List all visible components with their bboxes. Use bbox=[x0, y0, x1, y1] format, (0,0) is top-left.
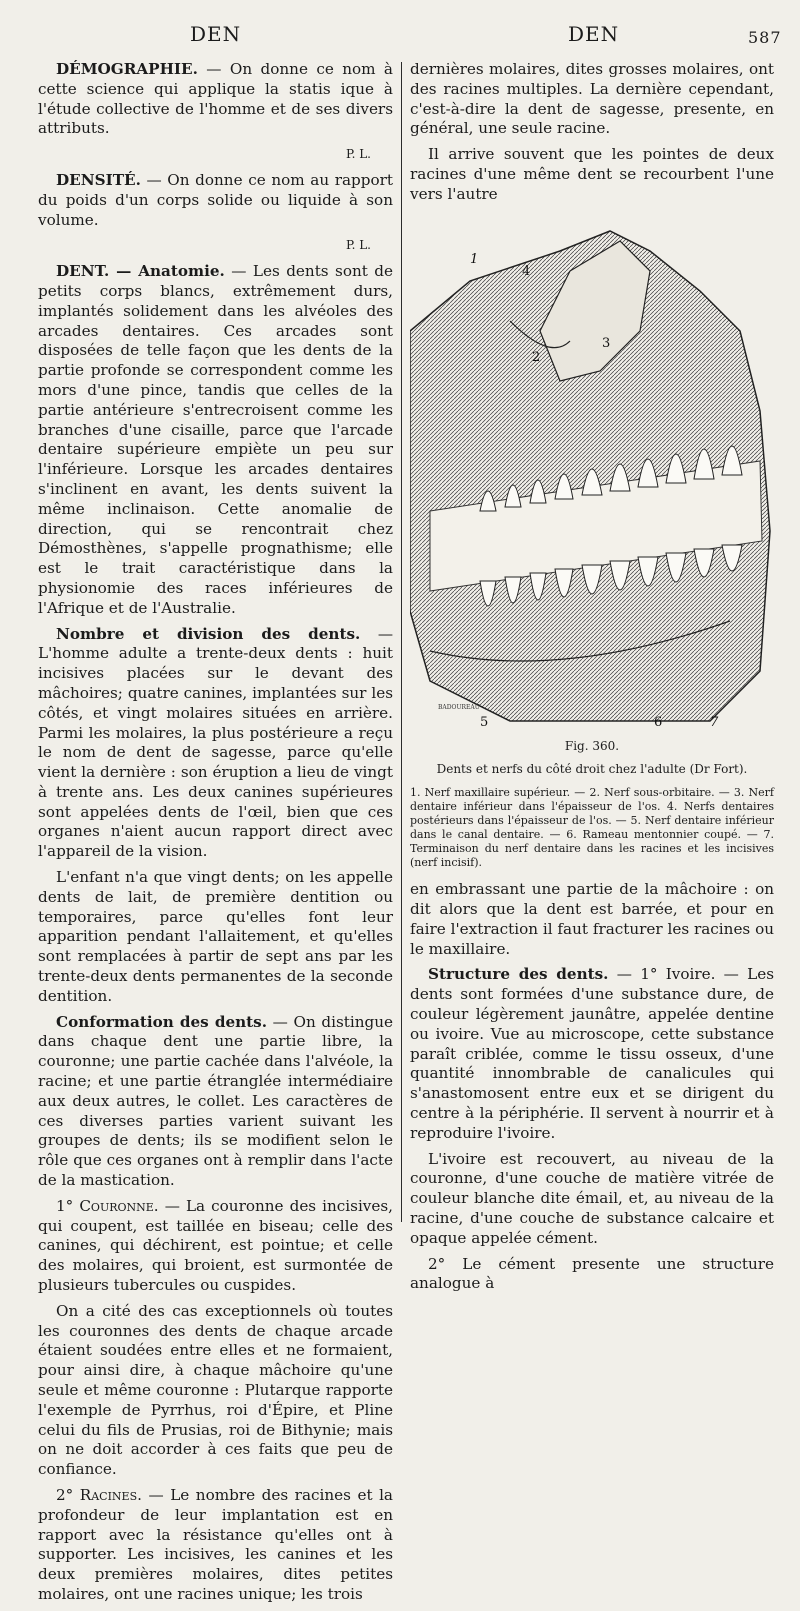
callout-5: 5 bbox=[480, 714, 489, 730]
jaw-illustration bbox=[410, 211, 774, 731]
paragraph-racines-recourbees: Il arrive souvent que les pointes de deux racines d'une même dent se recourbent l'une vers l'autre bbox=[410, 145, 774, 203]
figure-number: Fig. 360. bbox=[564, 738, 620, 753]
callout-1: 1 bbox=[470, 251, 479, 267]
callout-6: 6 bbox=[654, 714, 663, 730]
section-heading: Conformation des dents. bbox=[56, 1012, 268, 1031]
page-number: 587 bbox=[748, 28, 782, 47]
entry-keyword: DÉMOGRAPHIE. bbox=[56, 60, 198, 78]
section-heading: 1° Couronne. bbox=[56, 1196, 159, 1215]
paragraph-cite: On a cité des cas exceptionnels où toutes les couronnes des dents de chaque arcade étaient soudées entre elles et ne formaient, pour ainsi dire, à chaque mâchoire qu'une seule et même couronne : Plutarque rapporte l'exemple de Pyrrhus, roi d'Épire, et Pline celui du fils de Prusias, roi de Bithynie; mais on ne doit accorder à ces faits que peu de confiance. bbox=[38, 1301, 393, 1479]
paragraph-cement: 2° Le cément presente une structure analogue à bbox=[410, 1254, 774, 1293]
entry-text: — On donne ce nom au rapport du poids d'un corps solide ou liquide à son volume. bbox=[38, 170, 393, 229]
entry-dent bbox=[38, 262, 393, 618]
section-text: — 1° Ivoire. — Les dents sont formées d'une substance dure, de couleur légèrement jaunâtre, appelée dentine ou ivoire. Vue au microscope, cette substance paraît criblée, comme le tissu osseux, d'une quantité innombrable de canalicules qui s'anastomosent entre eux et se dirigent du centre à la périphérie. Il servent à nourrir et à reproduire l'ivoire. bbox=[410, 965, 774, 1142]
entry-densite bbox=[38, 171, 393, 230]
callout-3: 3 bbox=[602, 335, 611, 351]
section-heading: 2° Racines. bbox=[56, 1485, 142, 1504]
section-couronne bbox=[38, 1197, 393, 1296]
paragraph-barree: en embrassant une partie de la mâchoire : on dit alors que la dent est barrée, et pour en faire l'extraction il faut fracturer les racines ou le maxillaire. bbox=[410, 880, 774, 958]
entry-keyword: DENT. — Anatomie. bbox=[56, 262, 225, 281]
entry-demographie bbox=[38, 60, 393, 139]
left-column bbox=[38, 60, 393, 1611]
section-nombre bbox=[38, 625, 393, 863]
column-divider bbox=[401, 62, 402, 1222]
section-text: — L'homme adulte a trente-deux dents : huit incisives placées sur le devant des mâchoires; quatre canines, implantées sur les côtés, et vingt molaires situées en arrière. Parmi les molaires, la plus postérieure a reçu le nom de dent de sagesse, parce qu'elle vient la dernière : son éruption a lieu de vingt à trente ans. Les deux canines supérieures sont appelées dents de l'œil, bien que ces organes n'aient aucun rapport direct avec l'appareil de la vision. bbox=[38, 624, 394, 861]
callout-2: 2 bbox=[532, 349, 541, 365]
figure-legend: 1. Nerf maxillaire supérieur. — 2. Nerf sous-orbitaire. — 3. Nerf dentaire inférieur dans l'épaisseur de l'os. 4. Nerfs dentaires postérieurs dans l'épaisseur de l'os. — 5. Nerf dentaire inférieur dans le canal dentaire. — 6. Rameau mentonnier coupé. — 7. Terminaison du nerf dentaire dans les racines et les incisives (nerf incisif). bbox=[410, 786, 774, 870]
paragraph-enfant: L'enfant n'a que vingt dents; on les appelle dents de lait, de première dentition ou temporaires, parce qu'elles font leur apparition pendant l'allaitement, et qu'elles sont remplacées à partir de sept ans par les trente-deux dents permanentes de la seconde dentition. bbox=[38, 868, 393, 1005]
paragraph-ivoire: L'ivoire est recouvert, au niveau de la couronne, d'une couche de matière vitrée de couleur blanche dite émail, et, au niveau de la racine, d'une couche de substance calcaire et opaque appelée cément. bbox=[410, 1149, 774, 1247]
section-text: — On distingue dans chaque dent une partie libre, la couronne; une partie cachée dans l'alvéole, la racine; et une partie étranglée intermédiaire aux deux autres, le collet. Les caractères de ces diverses parties varient suivant les groupes de dents; ils se modifient selon le rôle que ces organes ont à remplir dans l'acte de la mastication. bbox=[38, 1012, 393, 1190]
figure-jaw-engraving bbox=[410, 211, 774, 731]
running-header-right: DEN bbox=[568, 22, 620, 46]
engraver-signature: BADOUREAU bbox=[438, 703, 480, 711]
section-conformation bbox=[38, 1013, 393, 1191]
right-column bbox=[410, 60, 774, 1300]
figure-caption: Dents et nerfs du côté droit chez l'adulte (Dr Fort). bbox=[436, 762, 748, 777]
author-signature: P. L. bbox=[345, 238, 371, 253]
section-text: — Le nombre des racines et la profondeur de leur implantation est en rapport avec la résistance qu'elles ont à supporter. Les incisives, les canines et les deux premières molaires, dites petites molaires, ont une racines unique; les trois bbox=[38, 1485, 393, 1603]
entry-text: — On donne ce nom à cette science qui applique la statis ique à l'étude collective de l'homme et de ses divers attributs. bbox=[38, 60, 393, 138]
paragraph-molaires: dernières molaires, dites grosses molaires, ont des racines multiples. La dernière cependant, c'est-à-dire la dent de sagesse, presente, en général, une seule racine. bbox=[410, 60, 774, 138]
callout-7: 7 bbox=[710, 714, 719, 730]
section-text: — La couronne des incisives, qui coupent, est taillée en biseau; celle des canines, qui déchirent, est pointue; et celle des molaires, qui broient, est surmontée de plusieurs tubercules ou cuspides. bbox=[38, 1196, 393, 1295]
section-heading: Structure des dents. bbox=[428, 965, 609, 984]
section-structure bbox=[410, 965, 774, 1143]
running-header-left: DEN bbox=[190, 22, 242, 46]
entry-text: — Les dents sont de petits corps blancs, extrêmement durs, implantés solidement dans les alvéoles des arcades dentaires. Ces arcades sont disposées de telle façon que les dents de la partie profonde se correspondent comme les mors d'une pince, tandis que celles de la partie antérieure s'entrecroisent comme les branches d'une cisaille, parce que l'arcade dentaire supérieure empiète un peu sur l'inférieure. Lorsque les arcades dentaires s'inclinent en avant, les dents suivent la même inclinaison. Cette anomalie de direction, qui se rencontrait chez Démosthènes, s'appelle prognathisme; elle est le trait caractéristique dans la physionomie des races inférieures de l'Afrique et de l'Australie. bbox=[38, 262, 393, 617]
section-heading: Nombre et division des dents. bbox=[56, 624, 361, 643]
section-racines bbox=[38, 1486, 393, 1605]
entry-keyword: DENSITÉ. bbox=[56, 170, 141, 189]
author-signature: P. L. bbox=[345, 147, 371, 162]
callout-4: 4 bbox=[522, 263, 531, 279]
